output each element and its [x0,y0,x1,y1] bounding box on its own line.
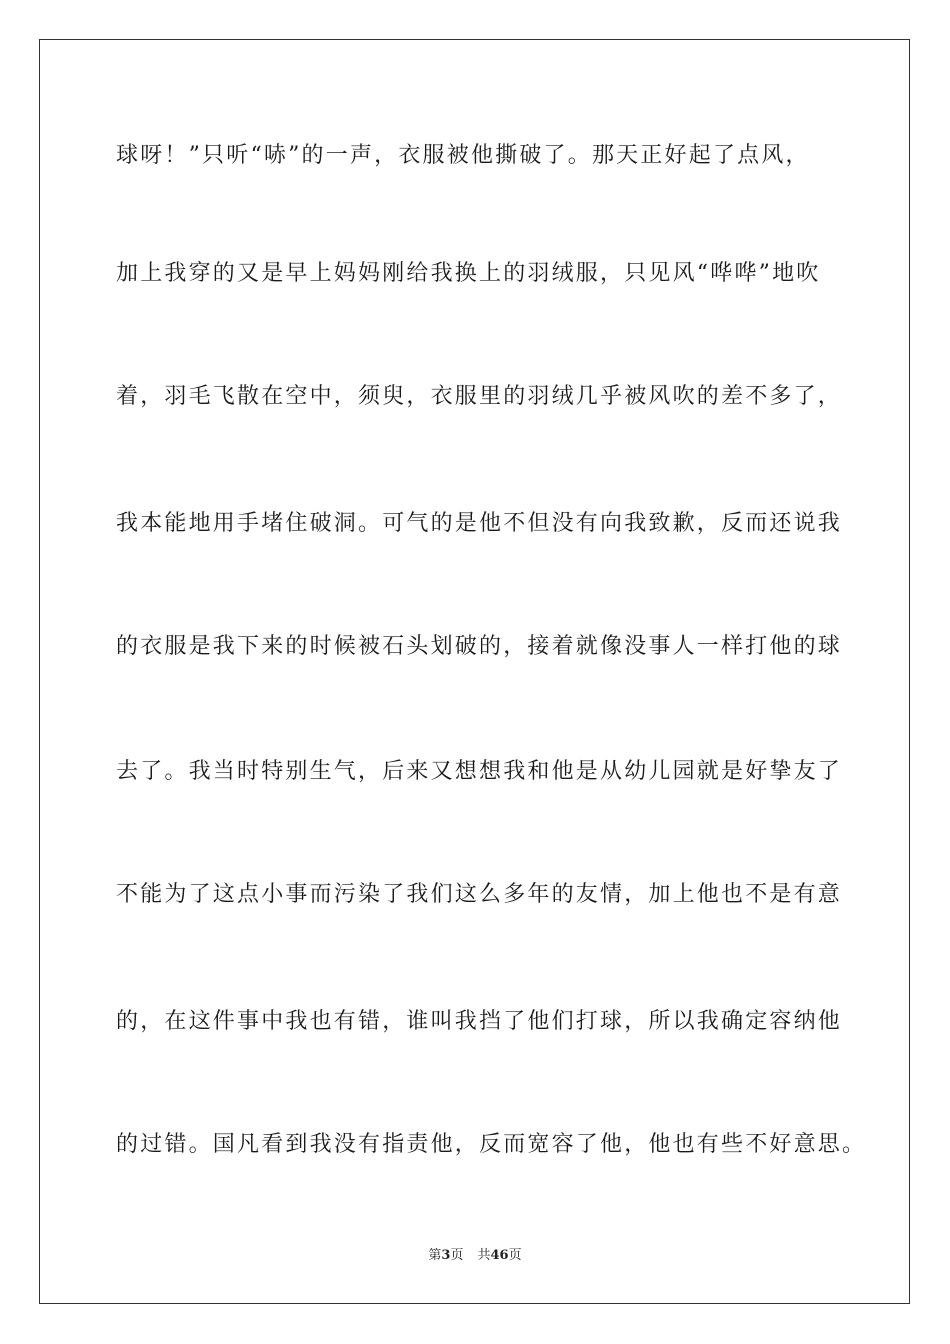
page-border [39,39,910,1304]
text-line: 加上我穿的又是早上妈妈刚给我换上的羽绒服，只见风“哗哗”地吹 [116,261,821,286]
text-line: 的衣服是我下来的时候被石头划破的，接着就像没事人一样打他的球 [116,634,843,659]
text-line: 球呀！”只听“哧”的一声，衣服被他撕破了。那天正好起了点风， [116,143,810,168]
page-footer [0,1247,950,1265]
page-prefix: 第 [428,1248,442,1263]
text-line: 的过错。国凡看到我没有指责他，反而宽容了他，他也有些不好意思。 [116,1132,867,1157]
text-line: 去了。我当时特别生气，后来又想想我和他是从幼儿园就是好挚友了 [116,759,843,784]
page-number: 3 [441,1248,451,1263]
text-line: 着，羽毛飞散在空中，须臾，衣服里的羽绒几乎被风吹的差不多了， [116,384,843,409]
total-prefix: 共 [477,1248,491,1263]
page-suffix: 页 [450,1248,464,1263]
text-line: 不能为了这点小事而污染了我们这么多年的友情，加上他也不是有意 [116,882,843,907]
text-line: 我本能地用手堵住破洞。可气的是他不但没有向我致歉，反而还说我 [116,511,843,536]
text-line: 的，在这件事中我也有错，谁叫我挡了他们打球，所以我确定容纳他 [116,1009,843,1034]
total-pages: 46 [490,1248,509,1263]
total-suffix: 页 [508,1248,522,1263]
